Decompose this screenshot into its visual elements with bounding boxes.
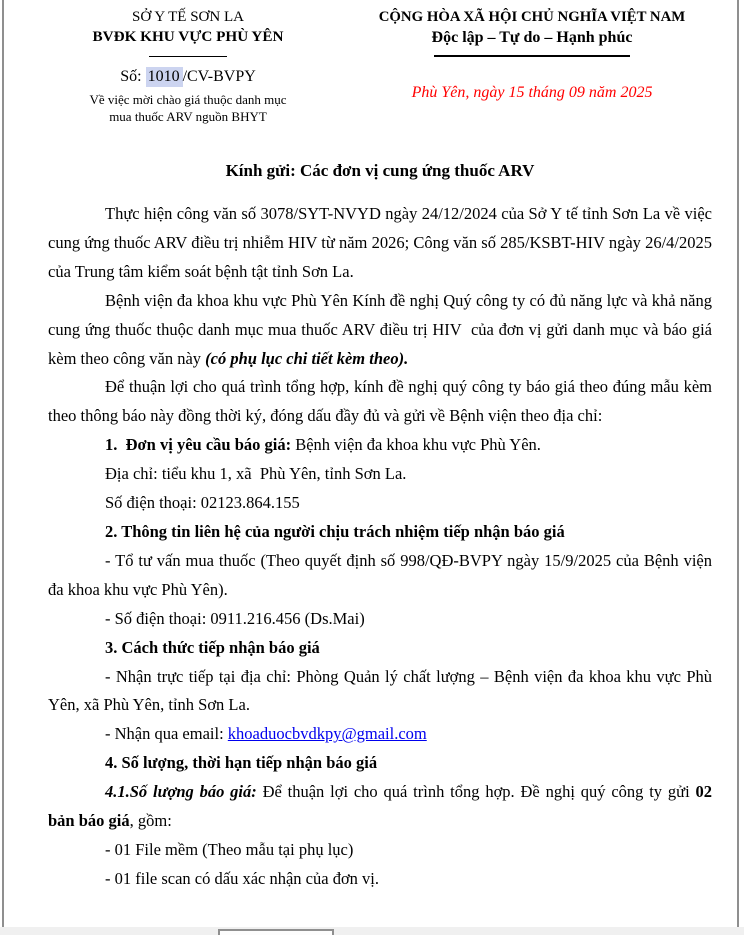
issuer-block [48,8,328,125]
place-date-line: Phù Yên, ngày 15 tháng 09 năm 2025 [411,84,653,101]
item41-copies-count: 02 bản báo giá [48,782,717,831]
motto-divider-line [434,55,630,57]
doc-number-field[interactable]: 1010 [146,67,183,87]
document-page [48,8,717,894]
subject-line-1: Về việc mời chào giá thuộc danh mục [89,92,287,107]
item1-phone-line: Số điện thoại: 02123.864.155 [105,493,300,513]
issuer-divider-line [149,56,227,57]
item41-text-b: , gồm: [129,811,172,831]
page-right-edge [737,0,739,927]
item1-label: 1. Đơn vị yêu cầu báo giá: [105,435,296,455]
salutation-line: Kính gửi: Các đơn vị cung ứng thuốc ARV [225,161,535,180]
doc-number-suffix: /CV-BVPY [182,68,256,85]
national-header-block [352,8,712,125]
item2-phone-line: - Số điện thoại: 0911.216.456 (Ds.Mai) [105,608,365,628]
org-name: BVĐK KHU VỰC PHÙ YÊN [92,28,284,45]
item41-text-a: Để thuận lợi cho quá trình tổng hợp. Đề nghị quý công ty gửi [262,782,696,802]
item41-label: 4.1.Số lượng báo giá: [105,782,263,802]
page-left-edge [2,0,4,927]
item1-address-line: Địa chỉ: tiểu khu 1, xã Phù Yên, tỉnh Sơn La. [105,464,407,484]
horizontal-scrollbar-thumb[interactable] [218,929,334,935]
paragraph-request [48,287,717,374]
item41-line [48,778,717,836]
appendix-note: (có phụ lục chi tiết kèm theo). [205,348,409,368]
item1-line [48,431,712,460]
item3-heading: 3. Cách thức tiếp nhận báo giá [105,637,320,657]
national-title: CỘNG HÒA XÃ HỘI CHỦ NGHĨA VIỆT NAM [378,9,686,25]
parent-org-name: SỞ Y TẾ SƠN LA [132,9,244,25]
item2-heading: 2. Thông tin liên hệ của người chịu trách nhiệm tiếp nhận báo giá [105,521,565,541]
email-link[interactable]: khoaduocbvdkpy@gmail.com [227,724,427,744]
document-header [48,8,712,125]
item3-email-line [48,720,712,749]
item3-direct-line: - Nhận trực tiếp tại địa chỉ: Phòng Quản lý chất lượng – Bệnh viện đa khoa khu vực Phù Yên, xã Phù Yên, tỉnh Sơn La. [48,666,716,715]
item41-bullet-scanfile: - 01 file scan có dấu xác nhận của đơn vị. [105,868,379,888]
item1-value: Bệnh viện đa khoa khu vực Phù Yên. [295,435,541,455]
doc-number-prefix: Số: [120,68,146,85]
document-subject [48,92,328,125]
request-text: Bệnh viện đa khoa khu vực Phù Yên Kính đề nghị Quý công ty có đủ năng lực và khả năng cung ứng thuốc thuộc danh mục mua thuốc ARV điều trị HIV của đơn vị gửi danh mục và báo giá kèm theo công văn này [48,290,717,368]
item41-bullet-softfile: - 01 File mềm (Theo mẫu tại phụ lục) [105,839,354,859]
item4-heading: 4. Số lượng, thời hạn tiếp nhận báo giá [105,753,378,773]
paragraph-instruction: Để thuận lợi cho quá trình tổng hợp, kính đề nghị quý công ty báo giá theo đúng mẫu kèm theo thông báo này đồng thời ký, đóng dấu đầy đủ và gửi về Bệnh viện theo địa chỉ: [48,377,717,426]
paragraph-legal-basis: Thực hiện công văn số 3078/SYT-NVYD ngày 24/12/2024 của Sở Y tế tỉnh Sơn La về việc cung ứng thuốc ARV điều trị nhiễm HIV từ năm 2026; Công văn số 285/KSBT-HIV ngày 26/4/2025 của Trung tâm kiểm soát bệnh tật tỉnh Sơn La. [48,204,717,281]
subject-line-2: mua thuốc ARV nguồn BHYT [109,108,267,124]
horizontal-scrollbar[interactable] [0,927,744,935]
item2-advisory-line: - Tổ tư vấn mua thuốc (Theo quyết định số 998/QĐ-BVPY ngày 15/9/2025 của Bệnh viện đa khoa khu vực Phù Yên). [48,550,717,599]
document-number-line [48,66,328,87]
document-body [48,200,717,894]
national-motto: Độc lập – Tự do – Hạnh phúc [431,29,633,46]
email-prefix: - Nhận qua email: [105,724,228,744]
